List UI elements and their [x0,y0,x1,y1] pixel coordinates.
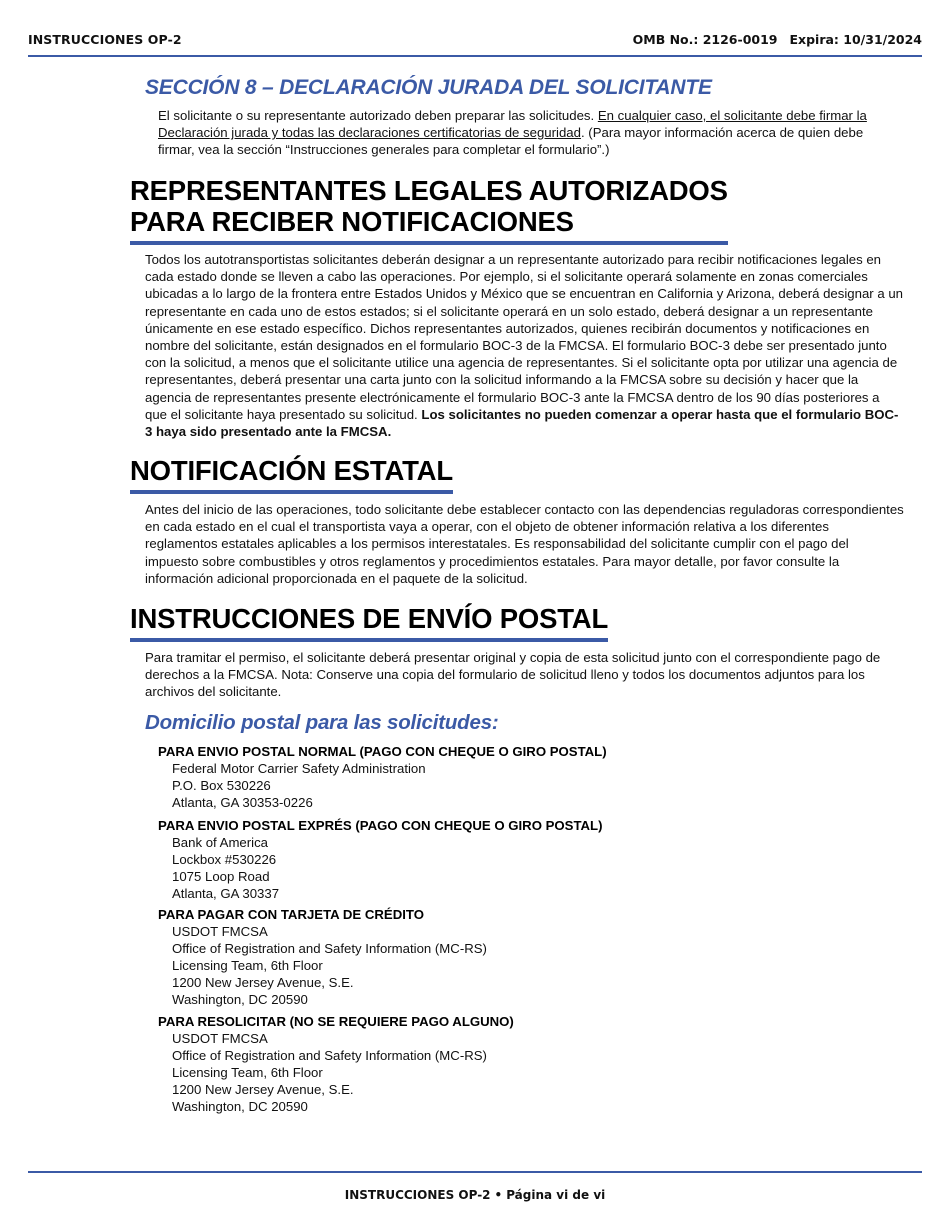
header-divider [28,55,922,57]
postal-instructions-heading: INSTRUCCIONES DE ENVÍO POSTAL [130,603,608,642]
legal-reps-heading-line1: REPRESENTANTES LEGALES AUTORIZADOS [130,175,728,206]
header-omb-info [633,32,922,47]
legal-reps-text-bold: Los solicitantes no pueden comenzar a operar hasta que el formulario BOC-3 haya sido presentado ante la FMCSA. [145,406,899,440]
state-notification-text: Antes del inicio de las operaciones, todo solicitante debe establecer contacto con las dependencias reguladoras correspondientes en cada estado en el cual el transportista vaya a operar, con el objeto de obtener información relativa a los diferentes reglamentos estatales aplicables a los permisos interestatales. Es responsabilidad del solicitante cumplir con el pago del impuesto sobre combustibles y otros reglamentos y procedimientos estatales. Para mayor detalle, por favor consulte la información adicional proporcionada en el paquete de la solicitud. [145,502,904,586]
address-line: Licensing Team, 6th Floor [172,1065,323,1081]
footer-separator: • [494,1188,503,1202]
postal-instructions-text: Para tramitar el permiso, el solicitante deberá presentar original y copia de esta solicitud junto con el correspondiente pago de derechos a la FMCSA. Nota: Conserve una copia del formulario de solicitud lleno y todos los documentos adjuntos para los archivos del solicitante. [145,650,881,700]
footer-form-name: INSTRUCCIONES OP-2 [344,1188,491,1202]
header-form-name: INSTRUCCIONES OP-2 [28,32,182,47]
address-block-normal-mail [158,743,607,811]
page-footer [0,1188,950,1202]
footer-divider [28,1171,922,1173]
address-line: Office of Registration and Safety Information (MC-RS) [172,1048,487,1064]
legal-reps-text [145,251,905,440]
mailing-address-subtitle: Domicilio postal para las solicitudes: [145,711,499,734]
section-8-title: SECCIÓN 8 – DECLARACIÓN JURADA DEL SOLICITANTE [145,76,712,99]
address-line: P.O. Box 530226 [172,778,271,794]
address-heading: PARA RESOLICITAR (NO SE REQUIERE PAGO ALGUNO) [158,1014,514,1029]
omb-number: OMB No.: 2126-0019 [632,32,778,47]
address-line: 1200 New Jersey Avenue, S.E. [172,1082,354,1098]
address-line: 1075 Loop Road [172,869,270,885]
section-8-text-underlined: En cualquier caso, el solicitante debe firmar la Declaración jurada y todas las declaraciones certificatorias de seguridad [158,108,867,140]
page-header [28,32,922,52]
address-line: USDOT FMCSA [172,1031,268,1047]
address-heading: PARA ENVIO POSTAL EXPRÉS (PAGO CON CHEQUE O GIRO POSTAL) [158,818,603,833]
section-8-text [158,107,868,158]
address-block-reapply [158,1013,514,1116]
address-line: Lockbox #530226 [172,852,277,868]
section-8-text-part2: . (Para mayor información acerca de quien debe firmar, vea la sección “Instrucciones generales para completar el formulario”.) [158,125,864,157]
address-line: Washington, DC 20590 [172,1099,308,1115]
expiration-date: Expira: 10/31/2024 [789,32,922,47]
address-line: Office of Registration and Safety Information (MC-RS) [172,941,487,957]
address-line: Atlanta, GA 30337 [172,886,280,902]
legal-reps-text-body: Todos los autotransportistas solicitantes deberán designar a un representante autorizado para recibir notificaciones legales en cada estado donde se lleven a cabo las operaciones. Por ejemplo, si el solicitante operará solamente en zonas comerciales ubicadas a lo largo de la frontera entre Estados Unidos y México que se encuentran en California y Arizona, deberá designar a un representante en cada uno de estos estados; si el solicitante operará en un solo estado, deberá designar a un representante únicamente en ese estado específico. Dichos representantes autorizados, quienes recibirán documentos y notificaciones en nombre del solicitante, están designados en el formulario BOC-3 de la FMCSA. El formulario BOC-3 debe ser presentado junto con la solicitud, a menos que el solicitante utilice una agencia de representantes. Si el solicitante opta por utilizar una agencia de representantes, deberá presentar una carta junto con la solicitud informando a la FMCSA sobre su decisión y hacer que la agencia de representantes presente electrónicamente el formulario BOC-3 ante la FMCSA dentro de los 90 días posteriores a que el solicitante haya presentado su solicitud. [145,252,904,422]
address-line: USDOT FMCSA [172,924,268,940]
section-8-text-part1: El solicitante o su representante autorizado deben preparar las solicitudes. [158,108,598,123]
address-line: Bank of America [172,835,269,851]
address-line: Atlanta, GA 30353-0226 [172,795,313,811]
legal-reps-heading [130,175,728,245]
address-block-express-mail [158,817,603,902]
address-heading: PARA PAGAR CON TARJETA DE CRÉDITO [158,907,424,922]
legal-reps-heading-line2: PARA RECIBER NOTIFICACIONES [130,206,574,237]
address-line: Federal Motor Carrier Safety Administration [172,761,426,777]
footer-page-number: Página vi de vi [506,1188,606,1202]
state-notification-heading: NOTIFICACIÓN ESTATAL [130,455,453,494]
address-heading: PARA ENVIO POSTAL NORMAL (PAGO CON CHEQUE O GIRO POSTAL) [158,744,607,759]
address-line: Washington, DC 20590 [172,992,308,1008]
address-line: 1200 New Jersey Avenue, S.E. [172,975,354,991]
address-line: Licensing Team, 6th Floor [172,958,323,974]
address-block-credit-card [158,906,487,1009]
